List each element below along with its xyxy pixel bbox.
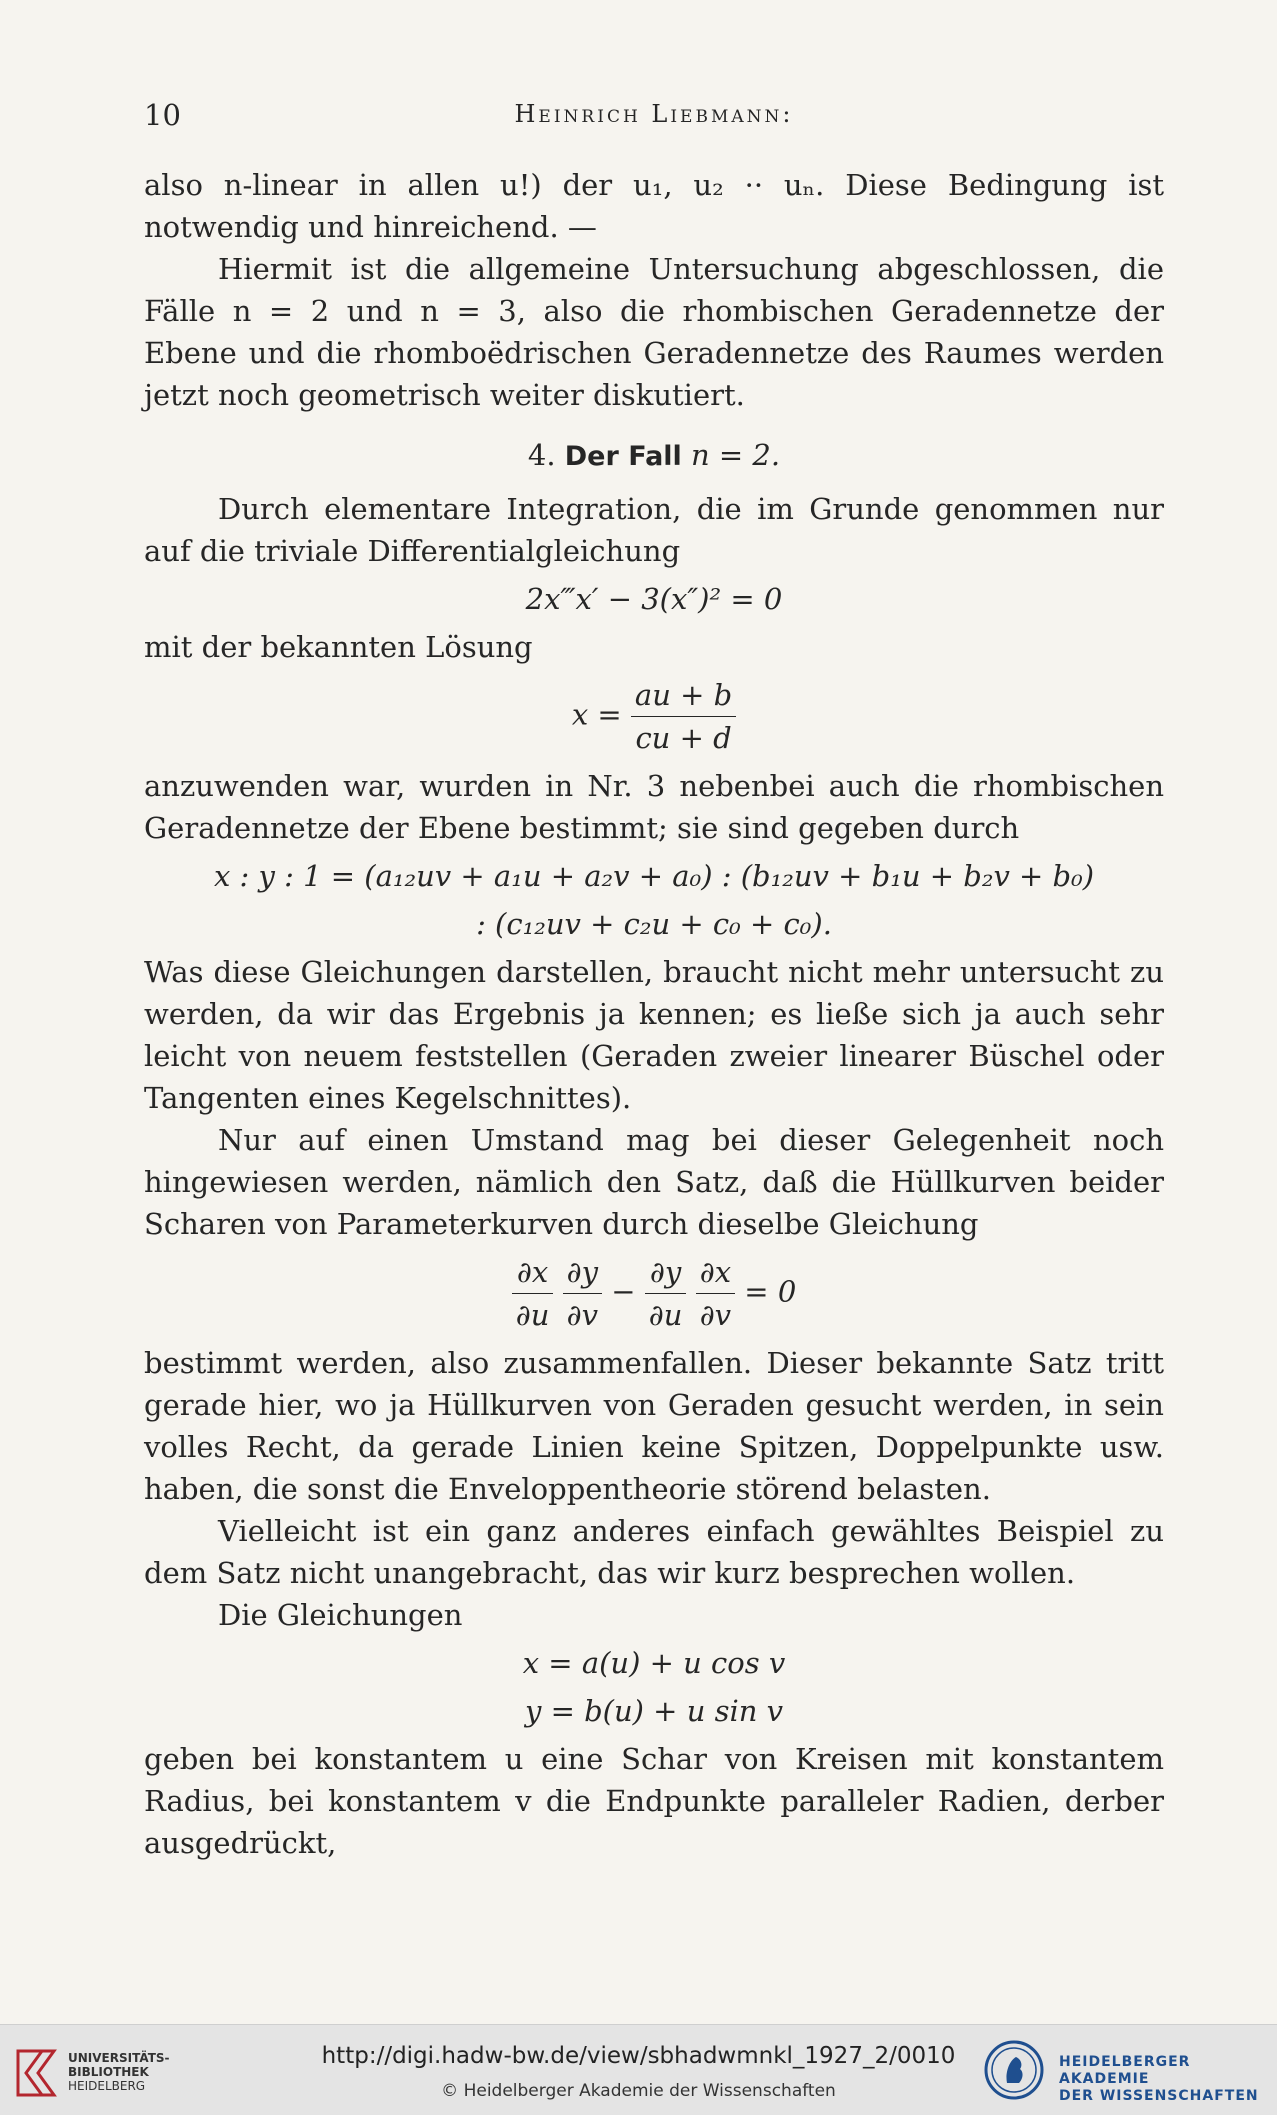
fraction: [696, 1251, 735, 1336]
paragraph: Nur auf einen Umstand mag bei dieser Gelegenheit noch hingewiesen werden, nämlich den Satz, daß die Hüllkurven beider Scharen von Parameterkurven durch dieselbe Gleichung: [144, 1123, 1164, 1241]
logo-line: HEIDELBERGER AKADEMIE: [1059, 2054, 1191, 2087]
numerator: au + b: [631, 674, 736, 717]
minus-sign: −: [611, 1274, 636, 1309]
paragraph: Durch elementare Integration, die im Grunde genommen nur auf die triviale Differentialgleichung: [144, 492, 1164, 568]
fraction: [645, 1251, 687, 1336]
denominator: ∂u: [515, 1298, 550, 1332]
denominator: ∂v: [699, 1298, 732, 1332]
fraction: [512, 1251, 554, 1336]
numerator: ∂x: [696, 1251, 735, 1294]
logo-line: UNIVERSITÄTS-: [68, 2051, 170, 2065]
paragraph: geben bei konstantem u eine Schar von Kreisen mit konstantem Radius, bei konstantem v die Endpunkte paralleler Radien, derber ausgedrückt,: [144, 1742, 1164, 1860]
numerator: ∂y: [563, 1251, 602, 1294]
logo-line: HEIDELBERG: [68, 2079, 146, 2093]
paragraph: Die Gleichungen: [218, 1598, 463, 1632]
logo-line: BIBLIOTHEK: [68, 2065, 149, 2079]
academy-logo[interactable]: [983, 2037, 1263, 2103]
page-content: [144, 164, 1164, 1864]
academy-name: [1059, 2054, 1263, 2105]
page-number: 10: [144, 98, 181, 132]
viewer-footer: [0, 2024, 1277, 2115]
fraction: [563, 1251, 602, 1336]
page-header: [144, 98, 1164, 138]
equation: 2x‴x′ − 3(x″)² = 0: [525, 582, 783, 616]
equation-line: : (c₁₂uv + c₂u + c₀ + c₀).: [476, 907, 832, 941]
denominator: cu + d: [635, 721, 732, 755]
equation-partials: [144, 1251, 1164, 1336]
equation-line: x : y : 1 = (a₁₂uv + a₁u + a₂v + a₀) : (b₁₂uv + b₁u + b₂v + b₀): [213, 859, 1095, 893]
denominator: ∂v: [566, 1298, 599, 1332]
equation-line: x = a(u) + u cos v: [522, 1646, 786, 1680]
section-formula: n = 2.: [691, 438, 781, 472]
denominator: ∂u: [648, 1298, 683, 1332]
academy-seal-icon: [983, 2039, 1045, 2101]
section-heading: [144, 434, 1164, 478]
fraction: [631, 674, 736, 759]
logo-line: DER WISSENSCHAFTEN: [1059, 2088, 1259, 2104]
section-number: 4.: [527, 438, 556, 472]
equation-rhs: = 0: [744, 1274, 797, 1309]
equation-lhs: x =: [571, 697, 622, 732]
permalink-url[interactable]: http://digi.hadw-bw.de/view/sbhadwmnkl_1927_2/0010: [321, 2043, 956, 2069]
equation-fraction: [144, 674, 1164, 759]
copyright-notice: © Heidelberger Akademie der Wissenschaften: [441, 2081, 836, 2101]
paragraph: Hiermit ist die allgemeine Untersuchung abgeschlossen, die Fälle n = 2 und n = 3, also die rhombischen Geradennetze der Ebene und die rhomboëdrischen Geradennetze des Raumes werden jetzt noch geometrisch weiter diskutiert.: [144, 252, 1164, 412]
running-head: Heinrich Liebmann:: [514, 100, 794, 128]
section-title: Der Fall: [564, 441, 682, 472]
numerator: ∂y: [645, 1251, 687, 1294]
paragraph: bestimmt werden, also zusammenfallen. Dieser bekannte Satz tritt gerade hier, wo ja Hüllkurven von Geraden gesucht werden, in sein volles Recht, da gerade Linien keine Spitzen, Doppelpunkte usw. haben, die sonst die Enveloppentheorie störend belasten.: [144, 1346, 1164, 1506]
paragraph: Vielleicht ist ein ganz anderes einfach gewähltes Beispiel zu dem Satz nicht unangebracht, das wir kurz besprechen wollen.: [144, 1514, 1164, 1590]
numerator: ∂x: [512, 1251, 554, 1294]
paragraph: anzuwenden war, wurden in Nr. 3 nebenbei auch die rhombischen Geradennetze der Ebene bestimmt; sie sind gegeben durch: [144, 769, 1164, 845]
paragraph: Was diese Gleichungen darstellen, braucht nicht mehr untersucht zu werden, da wir das Ergebnis ja kennen; es ließe sich ja auch sehr leicht von neuem feststellen (Geraden zweier linearer Büschel oder Tangenten eines Kegelschnittes).: [144, 955, 1164, 1115]
paragraph: mit der bekannten Lösung: [144, 630, 533, 664]
paragraph: also n-linear in allen u!) der u₁, u₂ ·· uₙ. Diese Bedingung ist notwendig und hinreichend. —: [144, 168, 1164, 244]
equation-line: y = b(u) + u sin v: [524, 1694, 784, 1728]
